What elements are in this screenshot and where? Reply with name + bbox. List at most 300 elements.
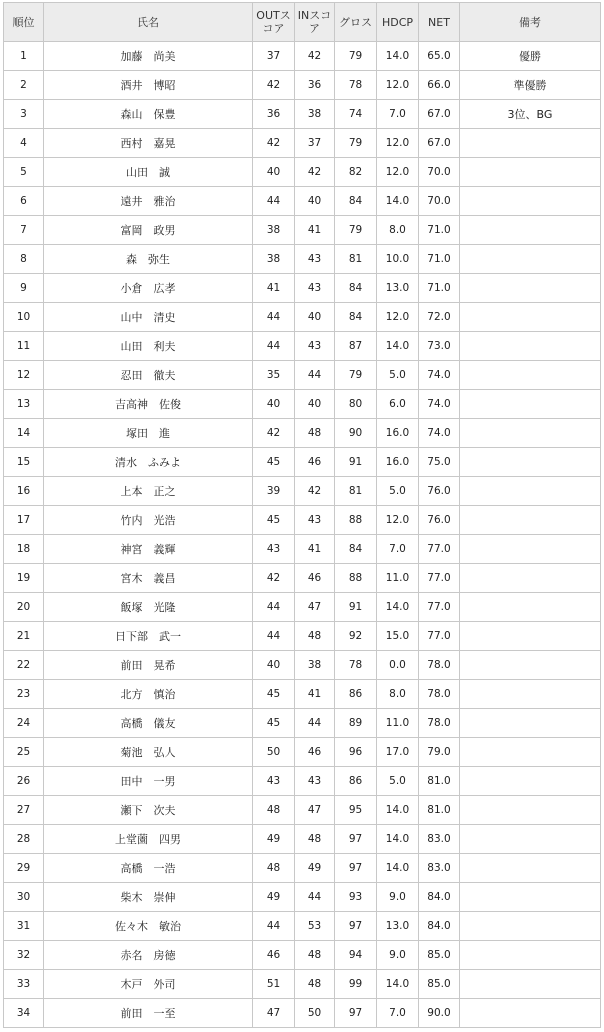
out-score-cell: 36 xyxy=(253,100,295,129)
in-score-cell: 47 xyxy=(295,593,335,622)
results-table xyxy=(3,2,601,1028)
rank-cell: 30 xyxy=(4,883,44,912)
table-row xyxy=(4,448,601,477)
table-row xyxy=(4,361,601,390)
in-score-cell: 42 xyxy=(295,42,335,71)
net-cell: 79.0 xyxy=(419,738,460,767)
out-score-cell: 42 xyxy=(253,71,295,100)
note-cell xyxy=(460,941,601,970)
in-score-cell: 43 xyxy=(295,767,335,796)
net-cell: 78.0 xyxy=(419,680,460,709)
table-row xyxy=(4,129,601,158)
table-row xyxy=(4,622,601,651)
note-cell xyxy=(460,999,601,1028)
hdcp-cell: 9.0 xyxy=(377,883,419,912)
rank-cell: 26 xyxy=(4,767,44,796)
note-cell xyxy=(460,390,601,419)
in-score-cell: 44 xyxy=(295,361,335,390)
note-cell xyxy=(460,883,601,912)
note-cell xyxy=(460,854,601,883)
net-cell: 73.0 xyxy=(419,332,460,361)
rank-cell: 32 xyxy=(4,941,44,970)
table-row xyxy=(4,332,601,361)
out-score-cell: 44 xyxy=(253,303,295,332)
table-row xyxy=(4,216,601,245)
name-cell: 前田 一至 xyxy=(44,999,253,1028)
table-row xyxy=(4,274,601,303)
note-cell xyxy=(460,187,601,216)
in-score-cell: 42 xyxy=(295,158,335,187)
net-cell: 71.0 xyxy=(419,216,460,245)
out-score-cell: 38 xyxy=(253,216,295,245)
hdcp-cell: 8.0 xyxy=(377,216,419,245)
header-gross: グロス xyxy=(335,3,377,42)
header-rank: 順位 xyxy=(4,3,44,42)
in-score-cell: 40 xyxy=(295,390,335,419)
name-cell: 田中 一男 xyxy=(44,767,253,796)
note-cell xyxy=(460,448,601,477)
table-row xyxy=(4,941,601,970)
note-cell xyxy=(460,332,601,361)
header-in-score: INスコア xyxy=(295,3,335,42)
rank-cell: 15 xyxy=(4,448,44,477)
gross-cell: 81 xyxy=(335,245,377,274)
hdcp-cell: 6.0 xyxy=(377,390,419,419)
note-cell xyxy=(460,593,601,622)
table-row xyxy=(4,42,601,71)
gross-cell: 84 xyxy=(335,274,377,303)
hdcp-cell: 11.0 xyxy=(377,709,419,738)
name-cell: 神宮 義輝 xyxy=(44,535,253,564)
rank-cell: 9 xyxy=(4,274,44,303)
note-cell xyxy=(460,245,601,274)
hdcp-cell: 7.0 xyxy=(377,999,419,1028)
name-cell: 飯塚 光隆 xyxy=(44,593,253,622)
note-cell xyxy=(460,535,601,564)
name-cell: 柴木 崇伸 xyxy=(44,883,253,912)
header-hdcp: HDCP xyxy=(377,3,419,42)
hdcp-cell: 0.0 xyxy=(377,651,419,680)
hdcp-cell: 13.0 xyxy=(377,912,419,941)
rank-cell: 22 xyxy=(4,651,44,680)
hdcp-cell: 16.0 xyxy=(377,419,419,448)
note-cell xyxy=(460,970,601,999)
out-score-cell: 41 xyxy=(253,274,295,303)
in-score-cell: 46 xyxy=(295,448,335,477)
hdcp-cell: 5.0 xyxy=(377,767,419,796)
name-cell: 酒井 博昭 xyxy=(44,71,253,100)
header-out-score: OUTスコア xyxy=(253,3,295,42)
net-cell: 77.0 xyxy=(419,593,460,622)
name-cell: 赤名 房徳 xyxy=(44,941,253,970)
net-cell: 71.0 xyxy=(419,245,460,274)
net-cell: 72.0 xyxy=(419,303,460,332)
table-row xyxy=(4,999,601,1028)
note-cell xyxy=(460,129,601,158)
rank-cell: 33 xyxy=(4,970,44,999)
gross-cell: 79 xyxy=(335,42,377,71)
hdcp-cell: 16.0 xyxy=(377,448,419,477)
note-cell xyxy=(460,738,601,767)
in-score-cell: 43 xyxy=(295,274,335,303)
name-cell: 森 弥生 xyxy=(44,245,253,274)
table-row xyxy=(4,477,601,506)
hdcp-cell: 11.0 xyxy=(377,564,419,593)
net-cell: 81.0 xyxy=(419,767,460,796)
rank-cell: 5 xyxy=(4,158,44,187)
gross-cell: 84 xyxy=(335,187,377,216)
gross-cell: 97 xyxy=(335,825,377,854)
name-cell: 佐々木 敏治 xyxy=(44,912,253,941)
note-cell xyxy=(460,651,601,680)
note-cell xyxy=(460,216,601,245)
rank-cell: 1 xyxy=(4,42,44,71)
hdcp-cell: 14.0 xyxy=(377,593,419,622)
hdcp-cell: 9.0 xyxy=(377,941,419,970)
out-score-cell: 45 xyxy=(253,506,295,535)
in-score-cell: 41 xyxy=(295,680,335,709)
out-score-cell: 48 xyxy=(253,796,295,825)
name-cell: 山田 誠 xyxy=(44,158,253,187)
rank-cell: 6 xyxy=(4,187,44,216)
out-score-cell: 35 xyxy=(253,361,295,390)
rank-cell: 17 xyxy=(4,506,44,535)
in-score-cell: 49 xyxy=(295,854,335,883)
table-row xyxy=(4,100,601,129)
rank-cell: 3 xyxy=(4,100,44,129)
gross-cell: 84 xyxy=(335,535,377,564)
net-cell: 74.0 xyxy=(419,390,460,419)
gross-cell: 93 xyxy=(335,883,377,912)
name-cell: 忍田 徹夫 xyxy=(44,361,253,390)
note-cell xyxy=(460,709,601,738)
hdcp-cell: 14.0 xyxy=(377,332,419,361)
in-score-cell: 48 xyxy=(295,622,335,651)
out-score-cell: 40 xyxy=(253,158,295,187)
in-score-cell: 46 xyxy=(295,564,335,593)
out-score-cell: 42 xyxy=(253,564,295,593)
out-score-cell: 43 xyxy=(253,535,295,564)
in-score-cell: 42 xyxy=(295,477,335,506)
out-score-cell: 43 xyxy=(253,767,295,796)
name-cell: 富岡 政男 xyxy=(44,216,253,245)
note-cell xyxy=(460,419,601,448)
name-cell: 加藤 尚美 xyxy=(44,42,253,71)
hdcp-cell: 17.0 xyxy=(377,738,419,767)
out-score-cell: 40 xyxy=(253,390,295,419)
rank-cell: 7 xyxy=(4,216,44,245)
rank-cell: 12 xyxy=(4,361,44,390)
name-cell: 清水 ふみよ xyxy=(44,448,253,477)
net-cell: 83.0 xyxy=(419,854,460,883)
out-score-cell: 37 xyxy=(253,42,295,71)
out-score-cell: 44 xyxy=(253,593,295,622)
table-row xyxy=(4,535,601,564)
gross-cell: 88 xyxy=(335,564,377,593)
name-cell: 遠井 雅治 xyxy=(44,187,253,216)
net-cell: 77.0 xyxy=(419,535,460,564)
net-cell: 65.0 xyxy=(419,42,460,71)
out-score-cell: 42 xyxy=(253,419,295,448)
name-cell: 菊池 弘人 xyxy=(44,738,253,767)
out-score-cell: 46 xyxy=(253,941,295,970)
gross-cell: 82 xyxy=(335,158,377,187)
name-cell: 吉高神 佐俊 xyxy=(44,390,253,419)
out-score-cell: 49 xyxy=(253,883,295,912)
in-score-cell: 48 xyxy=(295,419,335,448)
net-cell: 74.0 xyxy=(419,361,460,390)
name-cell: 瀬下 次夫 xyxy=(44,796,253,825)
table-row xyxy=(4,738,601,767)
gross-cell: 79 xyxy=(335,216,377,245)
name-cell: 西村 嘉晃 xyxy=(44,129,253,158)
note-cell xyxy=(460,158,601,187)
gross-cell: 86 xyxy=(335,680,377,709)
name-cell: 日下部 武一 xyxy=(44,622,253,651)
gross-cell: 78 xyxy=(335,71,377,100)
net-cell: 75.0 xyxy=(419,448,460,477)
hdcp-cell: 10.0 xyxy=(377,245,419,274)
in-score-cell: 48 xyxy=(295,825,335,854)
in-score-cell: 48 xyxy=(295,941,335,970)
net-cell: 70.0 xyxy=(419,187,460,216)
net-cell: 74.0 xyxy=(419,419,460,448)
name-cell: 竹内 光浩 xyxy=(44,506,253,535)
in-score-cell: 43 xyxy=(295,332,335,361)
gross-cell: 94 xyxy=(335,941,377,970)
hdcp-cell: 13.0 xyxy=(377,274,419,303)
rank-cell: 28 xyxy=(4,825,44,854)
in-score-cell: 44 xyxy=(295,883,335,912)
table-row xyxy=(4,593,601,622)
note-cell xyxy=(460,506,601,535)
gross-cell: 87 xyxy=(335,332,377,361)
net-cell: 71.0 xyxy=(419,274,460,303)
table-row xyxy=(4,854,601,883)
net-cell: 84.0 xyxy=(419,883,460,912)
note-cell xyxy=(460,274,601,303)
table-row xyxy=(4,767,601,796)
out-score-cell: 51 xyxy=(253,970,295,999)
in-score-cell: 48 xyxy=(295,970,335,999)
name-cell: 木戸 外司 xyxy=(44,970,253,999)
rank-cell: 25 xyxy=(4,738,44,767)
in-score-cell: 47 xyxy=(295,796,335,825)
table-row xyxy=(4,680,601,709)
hdcp-cell: 12.0 xyxy=(377,158,419,187)
hdcp-cell: 15.0 xyxy=(377,622,419,651)
hdcp-cell: 12.0 xyxy=(377,71,419,100)
name-cell: 前田 晃希 xyxy=(44,651,253,680)
out-score-cell: 44 xyxy=(253,332,295,361)
hdcp-cell: 7.0 xyxy=(377,535,419,564)
table-row xyxy=(4,71,601,100)
header-notes: 備考 xyxy=(460,3,601,42)
table-row xyxy=(4,651,601,680)
rank-cell: 13 xyxy=(4,390,44,419)
note-cell xyxy=(460,825,601,854)
gross-cell: 84 xyxy=(335,303,377,332)
name-cell: 山田 利夫 xyxy=(44,332,253,361)
table-row xyxy=(4,158,601,187)
net-cell: 67.0 xyxy=(419,129,460,158)
note-cell xyxy=(460,303,601,332)
net-cell: 83.0 xyxy=(419,825,460,854)
gross-cell: 81 xyxy=(335,477,377,506)
gross-cell: 74 xyxy=(335,100,377,129)
net-cell: 76.0 xyxy=(419,506,460,535)
note-cell: 3位、BG xyxy=(460,100,601,129)
net-cell: 76.0 xyxy=(419,477,460,506)
net-cell: 67.0 xyxy=(419,100,460,129)
note-cell xyxy=(460,680,601,709)
net-cell: 90.0 xyxy=(419,999,460,1028)
rank-cell: 29 xyxy=(4,854,44,883)
table-row xyxy=(4,825,601,854)
hdcp-cell: 5.0 xyxy=(377,477,419,506)
net-cell: 78.0 xyxy=(419,709,460,738)
net-cell: 81.0 xyxy=(419,796,460,825)
note-cell xyxy=(460,767,601,796)
in-score-cell: 38 xyxy=(295,651,335,680)
net-cell: 70.0 xyxy=(419,158,460,187)
header-net: NET xyxy=(419,3,460,42)
note-cell xyxy=(460,564,601,593)
gross-cell: 91 xyxy=(335,593,377,622)
table-row xyxy=(4,390,601,419)
gross-cell: 88 xyxy=(335,506,377,535)
in-score-cell: 43 xyxy=(295,506,335,535)
hdcp-cell: 12.0 xyxy=(377,129,419,158)
name-cell: 森山 保豊 xyxy=(44,100,253,129)
in-score-cell: 44 xyxy=(295,709,335,738)
in-score-cell: 46 xyxy=(295,738,335,767)
net-cell: 84.0 xyxy=(419,912,460,941)
table-row xyxy=(4,883,601,912)
name-cell: 高橋 一浩 xyxy=(44,854,253,883)
in-score-cell: 37 xyxy=(295,129,335,158)
rank-cell: 8 xyxy=(4,245,44,274)
rank-cell: 21 xyxy=(4,622,44,651)
name-cell: 高橋 儀友 xyxy=(44,709,253,738)
gross-cell: 80 xyxy=(335,390,377,419)
hdcp-cell: 14.0 xyxy=(377,825,419,854)
in-score-cell: 40 xyxy=(295,303,335,332)
hdcp-cell: 14.0 xyxy=(377,854,419,883)
out-score-cell: 42 xyxy=(253,129,295,158)
gross-cell: 97 xyxy=(335,912,377,941)
gross-cell: 89 xyxy=(335,709,377,738)
net-cell: 77.0 xyxy=(419,564,460,593)
net-cell: 77.0 xyxy=(419,622,460,651)
table-row xyxy=(4,506,601,535)
gross-cell: 79 xyxy=(335,129,377,158)
rank-cell: 18 xyxy=(4,535,44,564)
rank-cell: 4 xyxy=(4,129,44,158)
table-row xyxy=(4,245,601,274)
out-score-cell: 40 xyxy=(253,651,295,680)
gross-cell: 97 xyxy=(335,999,377,1028)
note-cell: 優勝 xyxy=(460,42,601,71)
name-cell: 上本 正之 xyxy=(44,477,253,506)
rank-cell: 24 xyxy=(4,709,44,738)
gross-cell: 91 xyxy=(335,448,377,477)
hdcp-cell: 8.0 xyxy=(377,680,419,709)
table-row xyxy=(4,564,601,593)
header-row xyxy=(4,3,601,42)
out-score-cell: 47 xyxy=(253,999,295,1028)
in-score-cell: 36 xyxy=(295,71,335,100)
in-score-cell: 43 xyxy=(295,245,335,274)
out-score-cell: 45 xyxy=(253,709,295,738)
hdcp-cell: 5.0 xyxy=(377,361,419,390)
in-score-cell: 41 xyxy=(295,216,335,245)
name-cell: 宮木 義昌 xyxy=(44,564,253,593)
rank-cell: 31 xyxy=(4,912,44,941)
rank-cell: 20 xyxy=(4,593,44,622)
gross-cell: 79 xyxy=(335,361,377,390)
gross-cell: 95 xyxy=(335,796,377,825)
table-row xyxy=(4,419,601,448)
rank-cell: 34 xyxy=(4,999,44,1028)
in-score-cell: 38 xyxy=(295,100,335,129)
out-score-cell: 39 xyxy=(253,477,295,506)
gross-cell: 96 xyxy=(335,738,377,767)
note-cell xyxy=(460,912,601,941)
out-score-cell: 50 xyxy=(253,738,295,767)
table-row xyxy=(4,796,601,825)
note-cell xyxy=(460,622,601,651)
rank-cell: 11 xyxy=(4,332,44,361)
header-name: 氏名 xyxy=(44,3,253,42)
rank-cell: 16 xyxy=(4,477,44,506)
hdcp-cell: 12.0 xyxy=(377,506,419,535)
in-score-cell: 53 xyxy=(295,912,335,941)
rank-cell: 2 xyxy=(4,71,44,100)
gross-cell: 97 xyxy=(335,854,377,883)
gross-cell: 78 xyxy=(335,651,377,680)
gross-cell: 90 xyxy=(335,419,377,448)
name-cell: 小倉 広孝 xyxy=(44,274,253,303)
note-cell xyxy=(460,361,601,390)
out-score-cell: 44 xyxy=(253,187,295,216)
rank-cell: 14 xyxy=(4,419,44,448)
hdcp-cell: 14.0 xyxy=(377,796,419,825)
name-cell: 山中 清史 xyxy=(44,303,253,332)
name-cell: 北方 慎治 xyxy=(44,680,253,709)
net-cell: 66.0 xyxy=(419,71,460,100)
note-cell xyxy=(460,796,601,825)
out-score-cell: 44 xyxy=(253,912,295,941)
in-score-cell: 40 xyxy=(295,187,335,216)
gross-cell: 99 xyxy=(335,970,377,999)
out-score-cell: 38 xyxy=(253,245,295,274)
rank-cell: 10 xyxy=(4,303,44,332)
hdcp-cell: 14.0 xyxy=(377,970,419,999)
rank-cell: 23 xyxy=(4,680,44,709)
name-cell: 塚田 進 xyxy=(44,419,253,448)
hdcp-cell: 12.0 xyxy=(377,303,419,332)
in-score-cell: 41 xyxy=(295,535,335,564)
out-score-cell: 49 xyxy=(253,825,295,854)
out-score-cell: 48 xyxy=(253,854,295,883)
rank-cell: 19 xyxy=(4,564,44,593)
net-cell: 85.0 xyxy=(419,941,460,970)
net-cell: 78.0 xyxy=(419,651,460,680)
note-cell: 準優勝 xyxy=(460,71,601,100)
hdcp-cell: 14.0 xyxy=(377,187,419,216)
out-score-cell: 45 xyxy=(253,448,295,477)
